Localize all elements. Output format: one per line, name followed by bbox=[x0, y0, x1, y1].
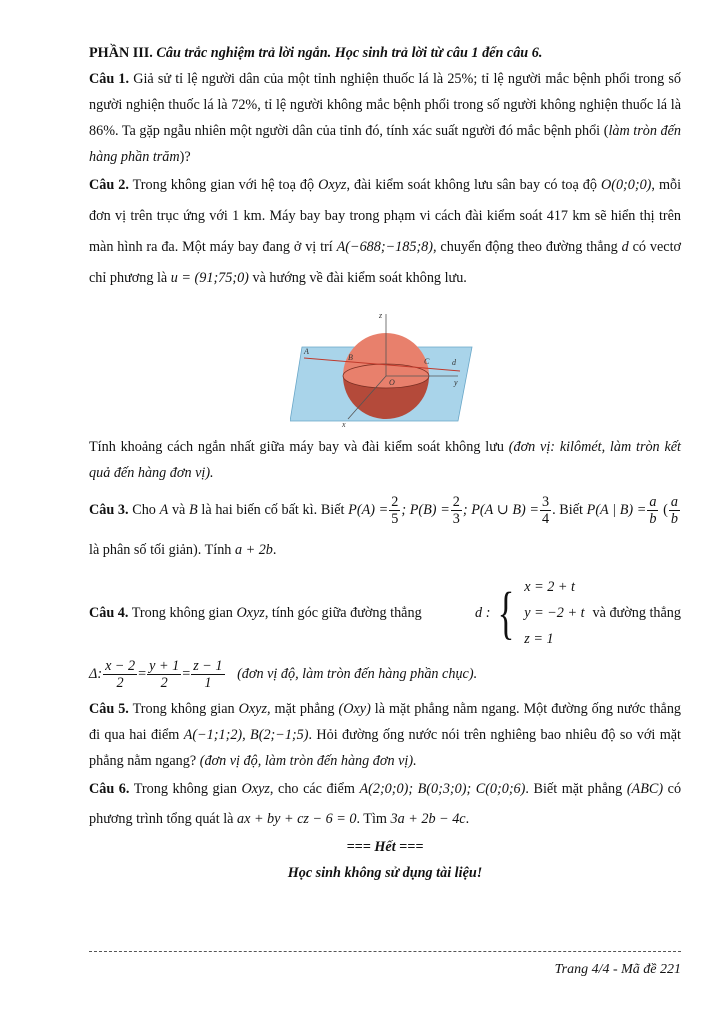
sphere-plane-figure bbox=[290, 309, 480, 434]
q4-row-z: z = 1 bbox=[524, 631, 554, 647]
question-5 bbox=[89, 696, 681, 774]
q3-text-5: là phân số tối giản). Tính bbox=[89, 542, 232, 558]
q3-pb: ; P(B) = bbox=[401, 502, 450, 518]
q1-note: làm tròn đến hàng phần trăm bbox=[89, 123, 682, 165]
q3-event-b: B bbox=[189, 502, 198, 518]
q3-text-4: . Biết bbox=[552, 502, 583, 518]
q4-row-x: x = 2 + t bbox=[524, 579, 575, 595]
q3-text-1: Cho bbox=[132, 502, 156, 518]
label-a: A bbox=[304, 347, 309, 356]
question-2-followup bbox=[89, 434, 681, 486]
q5-text-3: là mặt phẳng nằm ngang. Một đường ống nước thẳng đi qua hai điểm bbox=[89, 701, 682, 743]
q6-label: Câu 6. bbox=[89, 781, 130, 797]
footer-divider bbox=[89, 951, 681, 952]
q2-text-6: và hướng về đài kiểm soát không lưu. bbox=[252, 270, 467, 286]
q2-text-4: , chuyển động theo đường thẳng bbox=[433, 239, 618, 255]
q5-system: Oxyz bbox=[238, 701, 268, 717]
q2-after-note: (đơn vị: kilômét, làm tròn kết quả đến hàng đơn vị). bbox=[89, 439, 681, 481]
q4-d-label: d : bbox=[475, 605, 491, 621]
label-z: z bbox=[379, 311, 383, 320]
q3-text-2: và bbox=[171, 502, 186, 518]
q2-text-5: có vectơ chỉ phương là bbox=[89, 239, 682, 286]
q4-text-1: Trong không gian bbox=[131, 605, 233, 621]
q3-frac-ab: $\frac{a}{b}$ bbox=[649, 494, 657, 528]
q2-line-d: d bbox=[621, 239, 629, 255]
q5-plane: (Oxy) bbox=[338, 701, 371, 717]
q3-label: Câu 3. bbox=[89, 502, 129, 518]
label-y: y bbox=[454, 378, 458, 387]
q2-point-a: A(−688;−185;8) bbox=[336, 239, 433, 255]
q3-frac-ab-2: $\frac{a}{b}$ bbox=[670, 494, 678, 528]
q4-delta-frac-2: $\frac{y + 1}{2}$ bbox=[149, 658, 180, 692]
question-1 bbox=[89, 66, 681, 170]
question-2 bbox=[89, 170, 681, 294]
label-c: C bbox=[424, 357, 430, 366]
q4-line-system: d : { x = 2 + t y = −2 + t z = 1 và đường thẳng bbox=[475, 574, 681, 652]
q4-text-3: và đường thẳng bbox=[592, 605, 681, 621]
q4-delta: Δ: bbox=[89, 666, 103, 682]
section-subtitle: Câu trắc nghiệm trả lời ngắn. Học sinh trả lời từ câu 1 đến câu 6. bbox=[156, 45, 543, 61]
q6-plane: (ABC) bbox=[626, 781, 664, 797]
q4-system: Oxyz bbox=[236, 605, 265, 621]
q1-end: )? bbox=[179, 149, 191, 165]
q6-text-6: . bbox=[465, 811, 470, 827]
q1-label: Câu 1. bbox=[89, 71, 130, 87]
q4-row-y: y = −2 + t bbox=[524, 605, 585, 621]
q3-expr: a + 2b bbox=[234, 542, 273, 558]
question-3: Câu 3. Cho A và B là hai biến cố bất kì. Biết P(A) = $\frac{2}{5}$ ; P(B) = $\frac{2}{3}$ ; P(A ∪ B) = $\frac{3}{4}$ . Biết P(A | B) = $\frac{a}{b}$ ( $\frac{a}{b}$ là phân số tối giản). Tính a + 2b. bbox=[89, 494, 678, 558]
question-6 bbox=[89, 774, 681, 834]
q2-label: Câu 2. bbox=[89, 177, 129, 193]
q6-text-2: , cho các điểm bbox=[269, 781, 355, 797]
q3-frac-3: $\frac{3}{4}$ bbox=[541, 494, 550, 528]
end-note: Học sinh không sử dụng tài liệu! bbox=[287, 865, 483, 881]
q6-text-5: . Tìm bbox=[356, 811, 387, 827]
q3-pu: ; P(A ∪ B) = bbox=[462, 502, 539, 518]
q2-text-3: , mỗi đơn vị trên trục ứng với 1 km. Máy bay bay trong phạm vi cách đài kiểm soát 417 km sẽ hiển thị trên màn hình ra đa. Một máy bay đang ở vị trí bbox=[89, 177, 682, 255]
q6-points: A(2;0;0); B(0;3;0); C(0;0;6) bbox=[359, 781, 526, 797]
q5-text-4: . Hỏi đường ống nước nói trên nghiêng bao nhiêu độ so với mặt phẳng nằm ngang? bbox=[89, 727, 681, 769]
q2-text-1: Trong không gian với hệ toạ độ bbox=[132, 177, 315, 193]
label-x: x bbox=[342, 420, 346, 429]
q6-text-3: . Biết mặt phẳng bbox=[525, 781, 623, 797]
q4-text-2: , tính góc giữa đường thẳng bbox=[264, 605, 422, 621]
q5-text-1: Trong không gian bbox=[132, 701, 235, 717]
q6-equation: ax + by + cz − 6 = 0 bbox=[237, 811, 357, 827]
label-o: O bbox=[389, 378, 395, 387]
q6-text-1: Trong không gian bbox=[133, 781, 237, 797]
q5-points: A(−1;1;2), B(2;−1;5) bbox=[183, 727, 309, 743]
q5-label: Câu 5. bbox=[89, 701, 129, 717]
q5-text-2: , mặt phẳng bbox=[267, 701, 335, 717]
q3-pab: P(A | B) = bbox=[586, 502, 647, 518]
question-4-delta: Δ: $\frac{x - 2}{2}$ = $\frac{y + 1}{2}$ = $\frac{z - 1}{1}$ (đơn vị độ, làm tròn đến hàng phần chục). bbox=[89, 658, 478, 692]
label-b: B bbox=[348, 353, 353, 362]
q2-after: Tính khoảng cách ngắn nhất giữa máy bay và đài kiểm soát không lưu bbox=[89, 439, 504, 455]
q4-delta-frac-1: $\frac{x - 2}{2}$ bbox=[105, 658, 136, 692]
q3-frac-2: $\frac{2}{3}$ bbox=[452, 494, 460, 528]
end-marker: === Hết === bbox=[346, 839, 424, 855]
section-title: PHẦN III. bbox=[89, 45, 153, 61]
q5-note: (đơn vị độ, làm tròn đến hàng đơn vị). bbox=[199, 753, 417, 769]
q2-vector-u: u = (91;75;0) bbox=[170, 270, 249, 286]
q3-open-paren: ( bbox=[663, 502, 668, 518]
page-footer: Trang 4/4 - Mã đề 221 bbox=[554, 962, 681, 977]
q4-delta-frac-3: $\frac{z - 1}{1}$ bbox=[193, 658, 223, 692]
q4-note: (đơn vị độ, làm tròn đến hàng phần chục). bbox=[237, 666, 478, 682]
q3-frac-1: $\frac{2}{5}$ bbox=[391, 494, 399, 528]
exam-page bbox=[89, 40, 681, 886]
q3-text-3: là hai biến cố bất kì. Biết bbox=[201, 502, 345, 518]
q1-text: Giả sử tỉ lệ người dân của một tỉnh nghiện thuốc lá là 25%; tỉ lệ người mắc bệnh phổi trong số người nghiện thuốc lá là 72%, tỉ lệ người không mắc bệnh phổi trong số người không nghiện thuốc lá là 86%. Ta gặp ngẫu nhiên một người dân của tỉnh đó, tính xác suất người đó mắc bệnh phổi ( bbox=[89, 71, 682, 139]
q6-expr: 3a + 2b − 4c bbox=[390, 811, 466, 827]
q6-system: Oxyz bbox=[241, 781, 270, 797]
q3-pa: P(A) = bbox=[348, 502, 389, 518]
label-d: d bbox=[452, 358, 456, 367]
q4-label: Câu 4. bbox=[89, 605, 129, 621]
section-heading bbox=[89, 40, 681, 66]
q3-event-a: A bbox=[159, 502, 169, 518]
q2-text-2: , đài kiểm soát không lưu sân bay có toạ độ bbox=[346, 177, 597, 193]
q2-system: Oxyz bbox=[318, 177, 347, 193]
question-4 bbox=[89, 574, 681, 652]
q2-origin: O(0;0;0) bbox=[600, 177, 652, 193]
q6-text-4: có phương trình tổng quát là bbox=[89, 781, 682, 827]
